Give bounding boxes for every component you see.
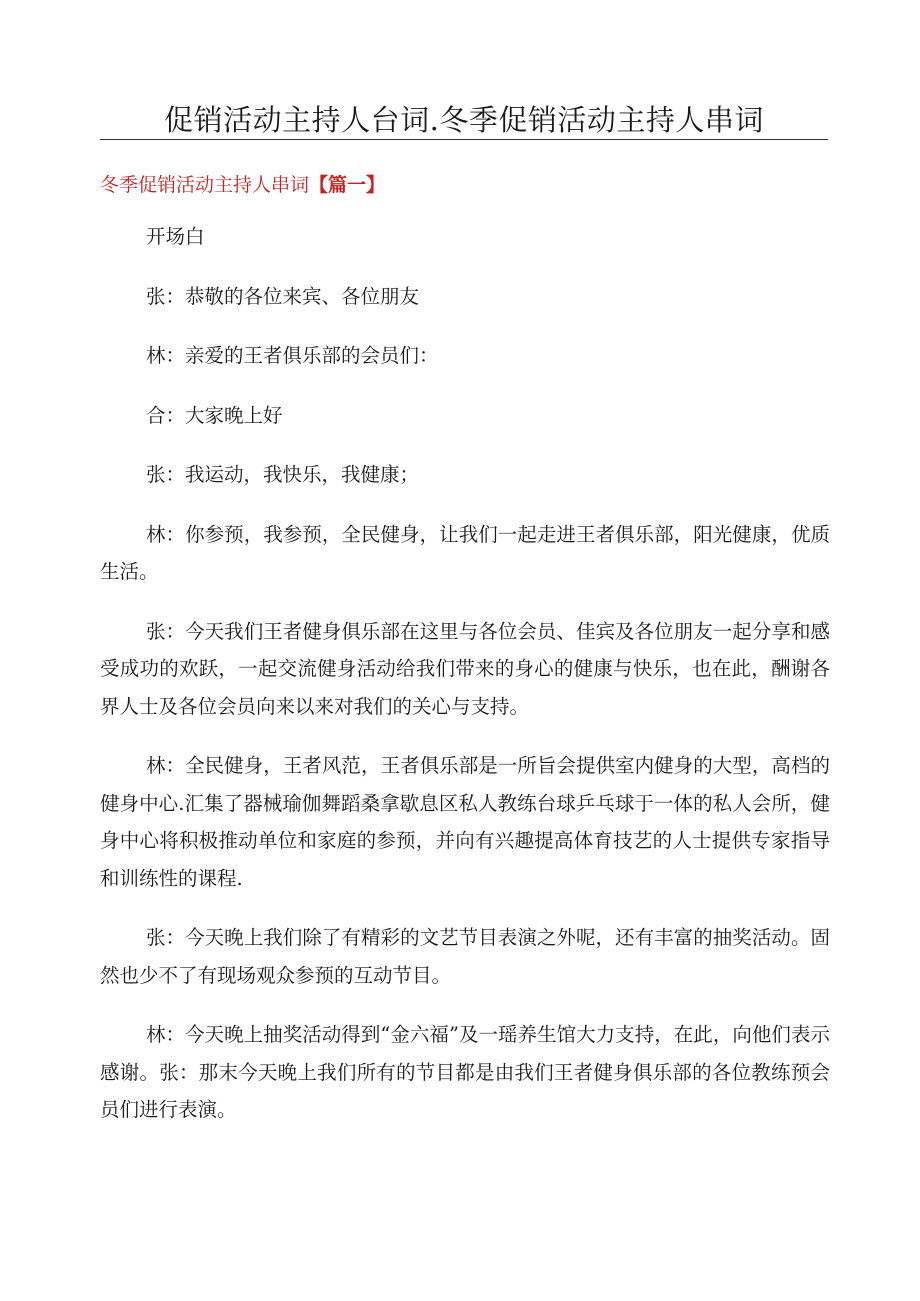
paragraph: 张：今天我们王者健身俱乐部在这里与各位会员、佳宾及各位朋友一起分享和感受成功的欢跃，一起交流健身活动给我们带来的身心的健康与快乐，也在此，酬谢各界人士及各位会员向来以来对我们的关心与支持。 — [100, 619, 830, 718]
title-underline — [100, 139, 828, 140]
paragraph-opening: 开场白 — [146, 225, 205, 248]
paragraph: 合：大家晚上好 — [146, 403, 283, 427]
paragraph: 林：亲爱的王者俱乐部的会员们： — [146, 344, 439, 367]
document-title: 促销活动主持人台词.冬季促销活动主持人串词 — [164, 103, 764, 137]
paragraph: 林：今天晚上抽奖活动得到“金六福”及一瑶养生馆大力支持，在此，向他们表示感谢。张：那末今天晚上我们所有的节目都是由我们王者健身俱乐部的各位教练预会员们进行表演。 — [100, 1023, 830, 1121]
paragraph: 林：全民健身，王者风范，王者俱乐部是一所旨会提供室内健身的大型，高档的健身中心.汇集了器械瑜伽舞蹈桑拿歇息区私人教练台球乒乓球于一体的私人会所，健身中心将积极推动单位和家庭的参预，并向有兴趣提高体育技艺的人士提供专家指导和训练性的课程. — [100, 754, 830, 890]
paragraph: 张：我运动，我快乐，我健康； — [146, 463, 420, 486]
document-body — [100, 218, 830, 1151]
paragraph: 张：今天晚上我们除了有精彩的文艺节目表演之外呢，还有丰富的抽奖活动。固然也少不了有现场观众参预的互动节目。 — [100, 926, 830, 987]
section-heading-main: 冬季促销活动主持人串词 — [100, 174, 310, 196]
paragraph: 林：你参预，我参预，全民健身，让我们一起走进王者俱乐部，阳光健康，优质生活。 — [100, 522, 830, 583]
paragraph: 张：恭敬的各位来宾、各位朋友 — [146, 284, 420, 308]
section-heading — [100, 170, 385, 200]
section-heading-bracket: 【篇一】 — [309, 174, 386, 196]
